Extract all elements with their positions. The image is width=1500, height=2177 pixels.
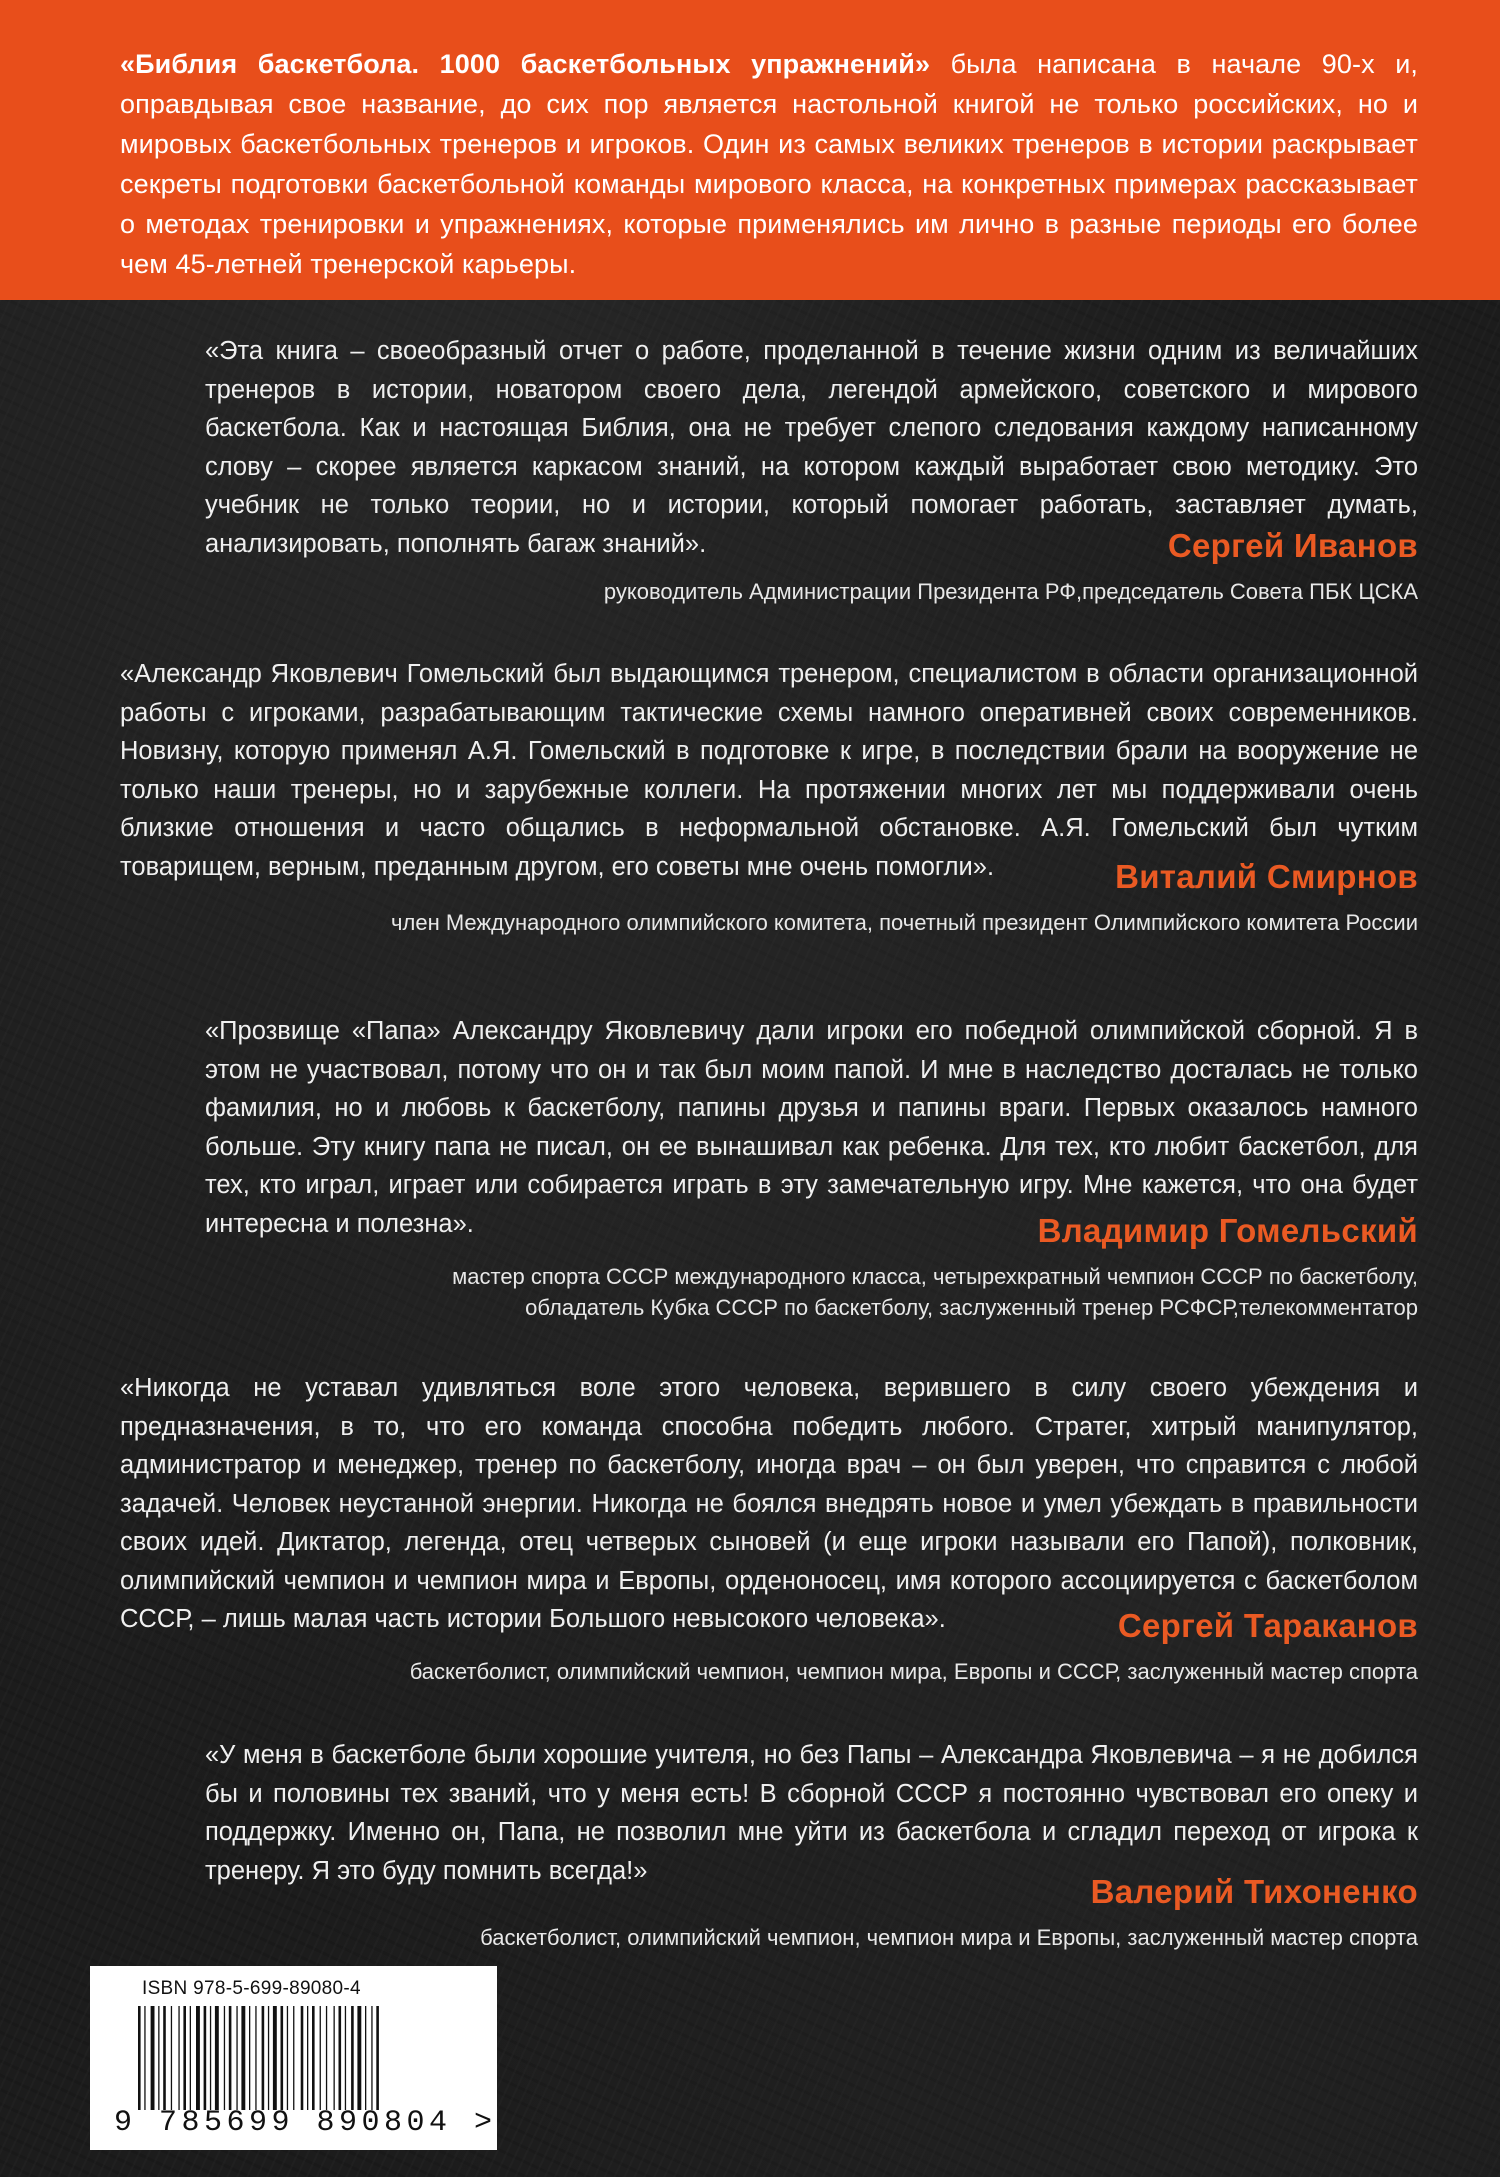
barcode-bar xyxy=(320,2006,321,2110)
intro-banner xyxy=(0,0,1500,300)
barcode-bar xyxy=(312,2006,315,2110)
barcode-bars xyxy=(138,2006,438,2110)
barcode-bar xyxy=(151,2006,155,2110)
barcode-bar xyxy=(351,2006,354,2110)
barcode-bar xyxy=(204,2006,207,2110)
barcode-bar xyxy=(287,2006,288,2110)
quote-4: «Никогда не уставал удивляться воле этого человека, верившего в силу своего убеждения и предназначения, в то, что его команда способна победить любого. Стратег, хитрый манипулятор, администратор и менеджер, тренер по баскетболу, иногда врач – он был уверен, что справится с любой задачей. Человек неустанной энергии. Никогда не боялся внедрять новое и умел убеждать в правильности своих идей. Диктатор, легенда, отец четверых сыновей (и еще игроки называли его Папой), полковник, олимпийский чемпион и чемпион мира и Европы, орденоносец, имя которого ассоциируется с баскетболом СССР, – лишь малая часть истории Большого невысокого человека». xyxy=(120,1374,1418,1633)
barcode-bar xyxy=(357,2006,361,2110)
barcode-bar xyxy=(144,2006,145,2110)
quote-2: «Александр Яковлевич Гомельский был выдающимся тренером, специалистом в области организационной работы с игроками, разрабатывающим тактические схемы намного оперативней своих современников. Новизну, которую применял А.Я. Гомельский в подготовке к игре, в последствии брали на вооружение не только наши тренеры, но и зарубежные коллеги. На протяжении многих лет мы поддерживали очень близкие отношения и часто общались в неформальной обстановке. А.Я. Гомельский был чутким товарищем, верным, преданным другом, его советы мне очень помогли». xyxy=(120,660,1418,881)
barcode-bar xyxy=(196,2006,200,2110)
isbn-number: ISBN 978-5-699-89080-4 xyxy=(142,1978,361,1999)
barcode-bar xyxy=(229,2006,232,2110)
quote-2-role: член Международного олимпийского комитета, почетный президент Олимпийского комитета России xyxy=(391,910,1418,935)
barcode-bar xyxy=(326,2006,327,2110)
barcode-bar xyxy=(365,2006,366,2110)
quote-4-author: Сергей Тараканов xyxy=(1117,1607,1418,1644)
barcode-bar xyxy=(255,2006,256,2110)
quote-3-author: Владимир Гомельский xyxy=(1037,1212,1418,1249)
intro-paragraph xyxy=(120,44,1418,284)
quote-4-role: баскетболист, олимпийский чемпион, чемпион мира, Европы и СССР, заслуженный мастер спорта xyxy=(409,1659,1418,1684)
barcode-bar xyxy=(224,2006,225,2110)
quote-1-author: Сергей Иванов xyxy=(1167,527,1418,564)
quote-3-role-line-2: обладатель Кубка СССР по баскетболу, заслуженный тренер РСФСР,телекомментатор xyxy=(525,1295,1418,1320)
barcode-bar xyxy=(183,2006,186,2110)
barcode-bar xyxy=(293,2006,294,2110)
quote-2-author: Виталий Смирнов xyxy=(1115,858,1418,895)
quote-5-author: Валерий Тихоненко xyxy=(1090,1873,1418,1910)
barcode-bar xyxy=(190,2006,191,2110)
quote-5-role: баскетболист, олимпийский чемпион, чемпион мира и Европы, заслуженный мастер спорта xyxy=(480,1925,1418,1950)
barcode-bar xyxy=(163,2006,166,2110)
barcode-bar xyxy=(215,2006,219,2110)
barcode-bar xyxy=(171,2006,172,2110)
barcode-bar xyxy=(236,2006,237,2110)
barcode-bar xyxy=(301,2006,304,2110)
barcode-bar xyxy=(210,2006,211,2110)
barcode-digits: 9 785699 890804 > xyxy=(114,2106,497,2140)
quote-1: «Эта книга – своеобразный отчет о работе, проделанной в течение жизни одним из величайших тренеров в истории, новатором своего дела, легендой армейского, советского и мирового баскетбола. Как и настоящая Библия, она не требует слепого следования каждому написанному слову – скорее является каркасом знаний, на котором каждый выработает свою методику. Это учебник не только теории, но и истории, который помогает работать, заставляет думать, анализировать, пополнять багаж знаний». xyxy=(205,337,1418,558)
quote-3: «Прозвище «Папа» Александру Яковлевичу дали игроки его победной олимпийской сборной. Я в этом не участвовал, потому что он и так был моим папой. И мне в наследство досталась не только фамилия, но и любовь к баскетболу, папины друзья и папины враги. Первых оказалось намного больше. Эту книгу папа не писал, он ее вынашивал как ребенка. Для тех, кто любит баскетбол, для тех, кто играл, играет или собирается играть в эту замечательную игру. Мне кажется, что она будет интересна и полезна». xyxy=(205,1017,1418,1238)
barcode-bar xyxy=(138,2006,141,2110)
barcode-bar xyxy=(339,2006,342,2110)
barcode-bar xyxy=(158,2006,159,2110)
barcode-bar xyxy=(334,2006,335,2110)
barcode-bar xyxy=(371,2006,372,2110)
quote-3-role-line-1: мастер спорта СССР международного класса, четырехкратный чемпион СССР по баскетболу, xyxy=(452,1264,1418,1289)
barcode-bar xyxy=(241,2006,245,2110)
book-title: «Библия баскетбола. 1000 баскетбольных упражнений» xyxy=(120,49,931,79)
eksmo-logo-icon xyxy=(415,2010,505,2120)
barcode-bar xyxy=(273,2006,277,2110)
barcode-bar xyxy=(345,2006,346,2110)
quote-5: «У меня в баскетболе были хорошие учителя, но без Папы – Александра Яковлевича – я не добился бы и половины тех званий, что у меня есть! В сборной СССР я постоянно чувствовал его опеку и поддержку. Именно он, Папа, не позволил мне уйти из баскетбола и сгладил переход от игрока к тренеру. Я это буду помнить всегда!» xyxy=(205,1741,1418,1885)
barcode-bar xyxy=(249,2006,250,2110)
barcode-bar xyxy=(262,2006,265,2110)
barcode-bar xyxy=(268,2006,269,2110)
intro-text: была написана в начале 90-х и, оправдывая свое название, до сих пор является настольной книгой не только российских, но и мировых баскетбольных тренеров и игроков. Один из самых великих тренеров в истории раскрывает секреты подготовки баскетбольной команды мирового класса, на конкретных примерах рассказывает о методах тренировки и упражнениях, которые применялись им лично в разные периоды его более чем 45-летней тренерской карьеры. xyxy=(120,49,1418,279)
barcode-bar xyxy=(307,2006,308,2110)
quote-1-role: руководитель Администрации Президента РФ,председатель Совета ПБК ЦСКА xyxy=(603,579,1418,604)
barcode-bar xyxy=(281,2006,284,2110)
barcode-bar xyxy=(376,2006,379,2110)
barcode-bar xyxy=(178,2006,179,2110)
